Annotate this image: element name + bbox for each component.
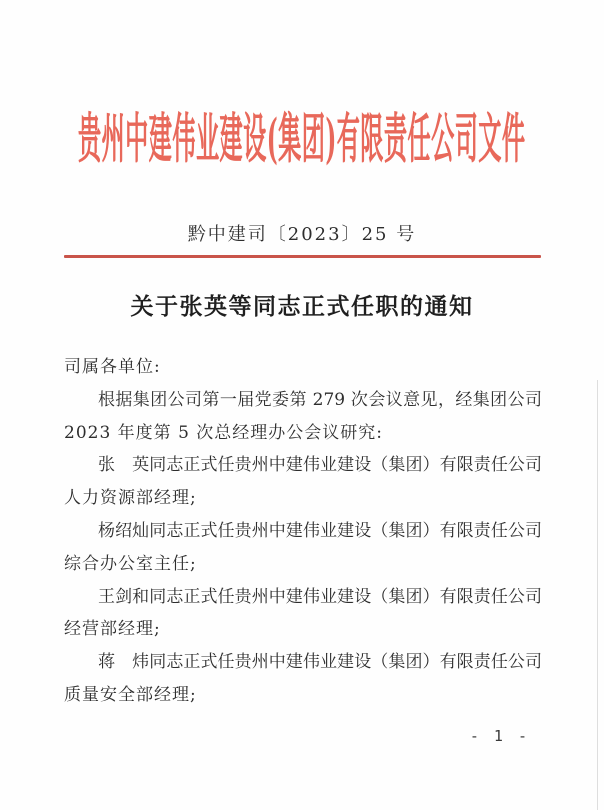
page-number: - 1 - bbox=[469, 727, 530, 745]
red-divider-rule bbox=[64, 255, 541, 258]
body-line: 质量安全部经理; bbox=[64, 684, 197, 705]
body-line: 司属各单位: bbox=[64, 357, 161, 377]
notice-title: 关于张英等同志正式任职的通知 bbox=[130, 293, 474, 320]
body-line: 根据集团公司第一届党委第 279 次会议意见，经集团公司 bbox=[98, 389, 542, 410]
body-line: 经营部经理; bbox=[64, 619, 161, 640]
body-line: 张 英同志正式任贵州中建伟业建设（集团）有限责任公司 bbox=[98, 455, 542, 476]
body-line: 王剑和同志正式任贵州中建伟业建设（集团）有限责任公司 bbox=[98, 586, 542, 607]
body-line: 杨绍灿同志正式任贵州中建伟业建设（集团）有限责任公司 bbox=[98, 520, 542, 541]
letterhead-title: 贵州中建伟业建设(集团)有限责任公司文件 bbox=[78, 106, 526, 170]
body-line: 2023 年度第 5 次总经理办公会议研究: bbox=[64, 422, 384, 443]
notice-body bbox=[64, 351, 542, 712]
body-line: 人力资源部经理; bbox=[64, 488, 197, 509]
body-line: 综合办公室主任; bbox=[64, 553, 197, 574]
body-line: 蒋 炜同志正式任贵州中建伟业建设（集团）有限责任公司 bbox=[98, 652, 542, 673]
scan-edge-artifact bbox=[597, 380, 598, 810]
letterhead bbox=[0, 104, 604, 170]
document-number: 黔中建司〔2023〕25 号 bbox=[187, 224, 417, 245]
